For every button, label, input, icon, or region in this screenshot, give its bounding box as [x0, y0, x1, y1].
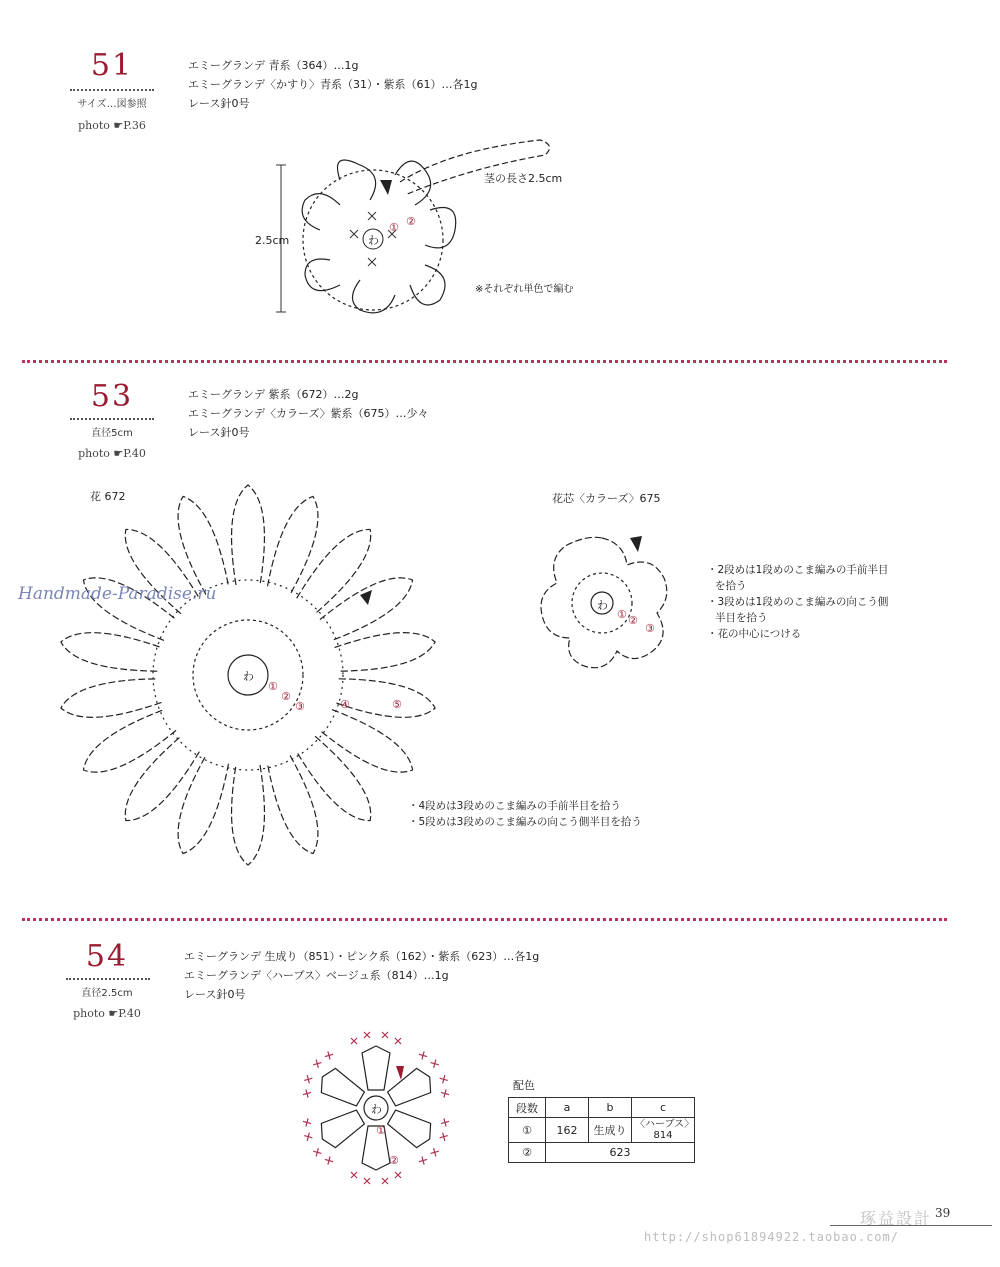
size-label: 直径2.5cm	[81, 988, 133, 999]
size-label: 直径5cm	[91, 428, 133, 439]
round-2-label: ②	[389, 1154, 399, 1167]
color-table	[508, 1097, 695, 1163]
note-51: ※それぞれ単色で編む	[475, 284, 574, 295]
table-header-cell: b	[589, 1098, 632, 1118]
shop-url: http://shop61894922.taobao.com/	[644, 1230, 899, 1244]
round-2-label: ②	[406, 215, 416, 228]
pattern-number-54: 54	[85, 939, 129, 974]
core-ring-label: わ	[597, 599, 608, 612]
core-round-1: ①	[617, 608, 627, 621]
table-cell	[632, 1118, 695, 1143]
color-table-caption: 配色	[513, 1079, 535, 1092]
note-line: ・4段めは3段めのこま編みの手前半目を拾う	[408, 800, 621, 812]
material-line: エミーグランデ 青系（364）…1g	[188, 59, 359, 72]
table-header-cell: a	[546, 1098, 589, 1118]
flower-label: 花 672	[90, 490, 126, 503]
round-5-label: ⑤	[392, 698, 402, 711]
note-line: ・5段めは3段めのこま編みの向こう側半目を拾う	[408, 816, 642, 828]
note-line: を拾う	[715, 580, 747, 592]
photo-ref: photo ☛P.40	[78, 447, 146, 460]
material-line: エミーグランデ〈カラーズ〉紫系（675）…少々	[188, 407, 429, 420]
round-3-label: ③	[295, 700, 305, 713]
photo-ref: photo ☛P.36	[78, 119, 146, 132]
table-row	[509, 1118, 695, 1143]
watermark: Handmade-Paradise.ru	[18, 584, 217, 604]
core-round-3: ③	[645, 622, 655, 635]
pattern-number-51: 51	[90, 48, 134, 83]
table-cell: 623	[546, 1143, 695, 1163]
table-cell: ②	[509, 1143, 546, 1163]
note-line: ・3段めは1段めのこま編みの向こう側	[707, 596, 889, 608]
material-line: エミーグランデ 紫系（672）…2g	[188, 388, 359, 401]
table-cell: 162	[546, 1118, 589, 1143]
core-round-2: ②	[628, 614, 638, 627]
ring-label: わ	[371, 1103, 382, 1116]
table-cell: ①	[509, 1118, 546, 1143]
note-line: 半目を拾う	[715, 612, 768, 624]
round-1-label: ①	[376, 1124, 386, 1137]
page-number: 39	[935, 1206, 951, 1220]
footer-rule	[830, 1225, 992, 1226]
ring-label: わ	[243, 670, 254, 683]
table-cell-line: 814	[653, 1130, 673, 1141]
material-line: レース針0号	[188, 97, 250, 110]
dimension-label: 2.5cm	[255, 234, 290, 247]
table-row	[509, 1098, 695, 1118]
material-line: エミーグランデ〈ハーブス〉ベージュ系（814）…1g	[184, 969, 449, 982]
pattern-number-53: 53	[90, 379, 134, 414]
photo-ref: photo ☛P.40	[73, 1007, 141, 1020]
round-2-label: ②	[281, 690, 291, 703]
table-header-cell: 段数	[509, 1098, 546, 1118]
note-line: ・花の中心につける	[707, 628, 802, 640]
size-label: サイズ…図参照	[77, 99, 147, 110]
table-header-cell: c	[632, 1098, 695, 1118]
material-line: レース針0号	[188, 426, 250, 439]
material-line: レース針0号	[184, 988, 246, 1001]
table-cell-line: 〈ハーブス〉	[635, 1119, 695, 1130]
round-1-label: ①	[389, 221, 399, 234]
shop-logo: 琢益設計	[860, 1209, 933, 1228]
material-line: エミーグランデ 生成り（851）・ピンク系（162）・紫系（623）…各1g	[184, 950, 540, 963]
stem-length-label: 茎の長さ2.5cm	[484, 172, 563, 185]
material-line: エミーグランデ〈かすり〉青系（31）・紫系（61）…各1g	[188, 78, 478, 91]
note-line: ・2段めは1段めのこま編みの手前半目	[707, 564, 889, 576]
core-label: 花芯〈カラーズ〉675	[552, 492, 661, 505]
ring-label: わ	[368, 234, 379, 247]
round-1-label: ①	[268, 680, 278, 693]
round-4-label: ④	[340, 698, 350, 711]
table-row	[509, 1143, 695, 1163]
table-cell: 生成り	[589, 1118, 632, 1143]
